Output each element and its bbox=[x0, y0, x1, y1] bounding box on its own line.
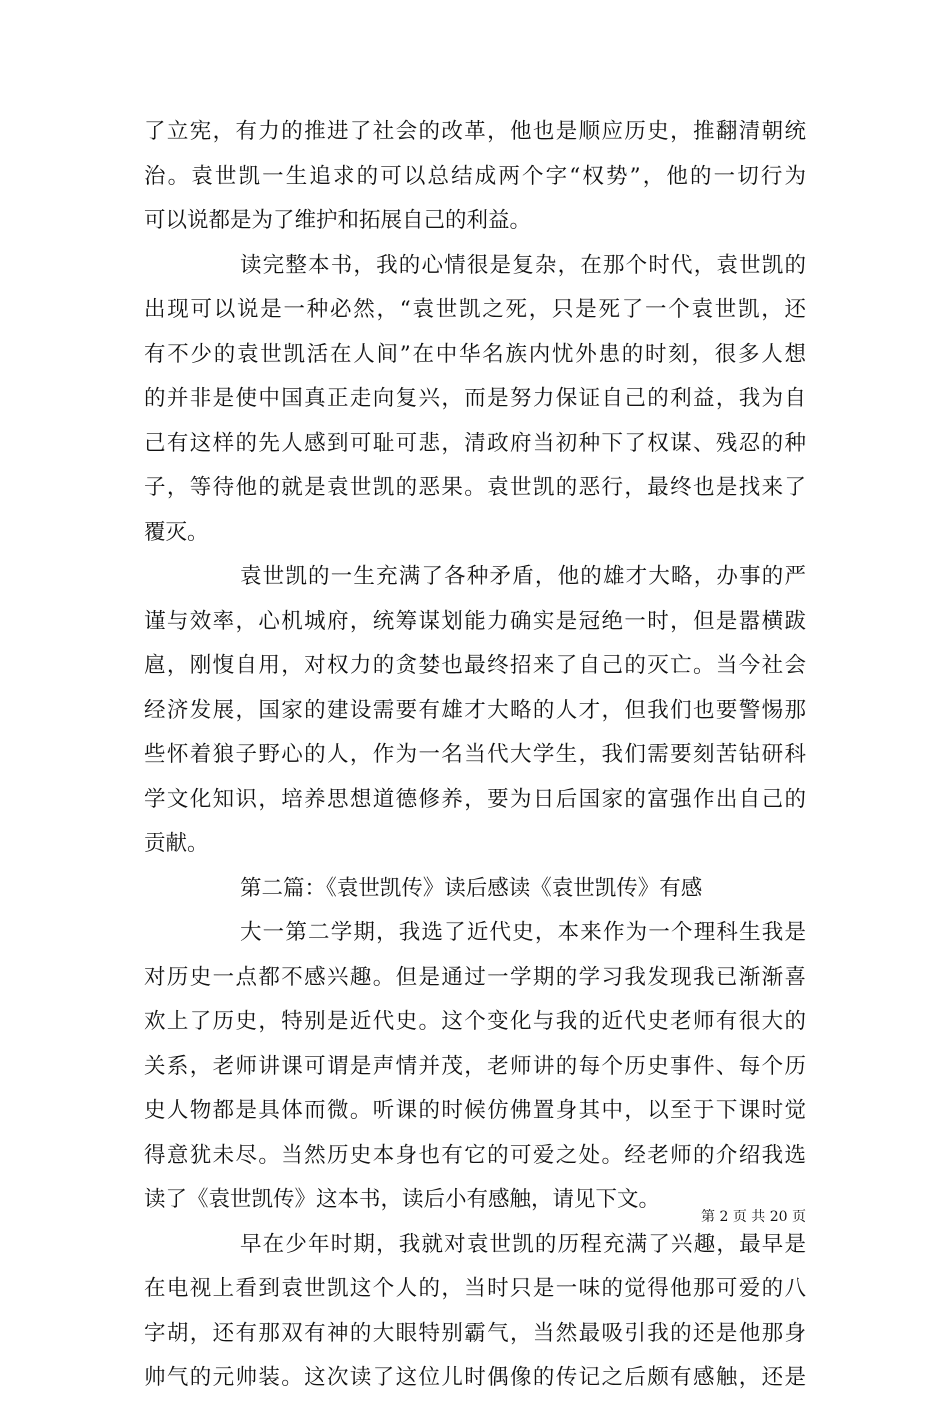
text-line: 经济发展，国家的建设需要有雄才大略的人才，但我们也要警惕那 bbox=[144, 697, 806, 723]
text-line: 覆灭。 bbox=[144, 519, 209, 545]
text-line: 学文化知识，培养思想道德修养，要为日后国家的富强作出自己的 bbox=[144, 786, 806, 812]
text-line: 史人物都是具体而微。听课的时候仿佛置身其中，以至于下课时觉 bbox=[144, 1098, 806, 1123]
text-line: 帅气的元帅装。这次读了这位儿时偶像的传记之后颇有感触，还是 bbox=[144, 1365, 806, 1390]
text-line: 对历史一点都不感兴趣。但是通过一学期的学习我发现我已渐渐喜 bbox=[144, 964, 806, 990]
text-line: 己有这样的先人感到可耻可悲，清政府当初种下了权谋、残忍的种 bbox=[144, 430, 806, 456]
paragraph-first-line: 早在少年时期，我就对袁世凯的历程充满了兴趣，最早是 bbox=[240, 1231, 806, 1257]
text-line: 贡献。 bbox=[144, 831, 209, 856]
text-line: 子，等待他的就是袁世凯的恶果。袁世凯的恶行，最终也是找来了 bbox=[144, 475, 806, 500]
paragraph-first-line: 读完整本书，我的心情很是复杂，在那个时代，袁世凯的 bbox=[240, 252, 806, 278]
text-line: 些怀着狼子野心的人，作为一名当代大学生，我们需要刻苦钻研科 bbox=[144, 742, 806, 767]
text-line: 有不少的袁世凯活在人间”在中华名族内忧外患的时刻，很多人想 bbox=[144, 341, 806, 367]
text-line: 可以说都是为了维护和拓展自己的利益。 bbox=[144, 208, 532, 233]
text-line: 谨与效率，心机城府，统筹谋划能力确实是冠绝一时，但是嚣横跋 bbox=[144, 608, 806, 634]
text-line: 了立宪，有力的推进了社会的改革，他也是顺应历史，推翻清朝统 bbox=[144, 119, 806, 144]
text-line: 扈，刚愎自用，对权力的贪婪也最终招来了自己的灭亡。当今社会 bbox=[144, 653, 806, 678]
section-heading: 第二篇：《袁世凯传》读后感读《袁世凯传》有感 bbox=[240, 875, 703, 901]
paragraph-first-line: 袁世凯的一生充满了各种矛盾，他的雄才大略，办事的严 bbox=[240, 564, 806, 589]
text-line: 在电视上看到袁世凯这个人的，当时只是一味的觉得他那可爱的八 bbox=[144, 1276, 806, 1301]
text-line: 得意犹未尽。当然历史本身也有它的可爱之处。经老师的介绍我选 bbox=[144, 1142, 806, 1168]
text-line: 出现可以说是一种必然，“袁世凯之死，只是死了一个袁世凯，还 bbox=[144, 297, 806, 322]
paragraph-first-line: 大一第二学期，我选了近代史，本来作为一个理科生我是 bbox=[240, 920, 806, 945]
text-line: 读了《袁世凯传》这本书，读后小有感触，请见下文。 bbox=[144, 1187, 661, 1212]
text-line: 治。袁世凯一生追求的可以总结成两个字“权势”，他的一切行为 bbox=[144, 163, 806, 189]
text-line: 关系，老师讲课可谓是声情并茂，老师讲的每个历史事件、每个历 bbox=[144, 1053, 806, 1079]
text-line: 的并非是使中国真正走向复兴，而是努力保证自己的利益，我为自 bbox=[144, 386, 806, 411]
page-footer: 第 2 页 共 20 页 bbox=[701, 1209, 806, 1225]
text-line: 字胡，还有那双有神的大眼特别霸气，当然最吸引我的还是他那身 bbox=[144, 1320, 806, 1346]
text-line: 欢上了历史，特别是近代史。这个变化与我的近代史老师有很大的 bbox=[144, 1009, 806, 1034]
